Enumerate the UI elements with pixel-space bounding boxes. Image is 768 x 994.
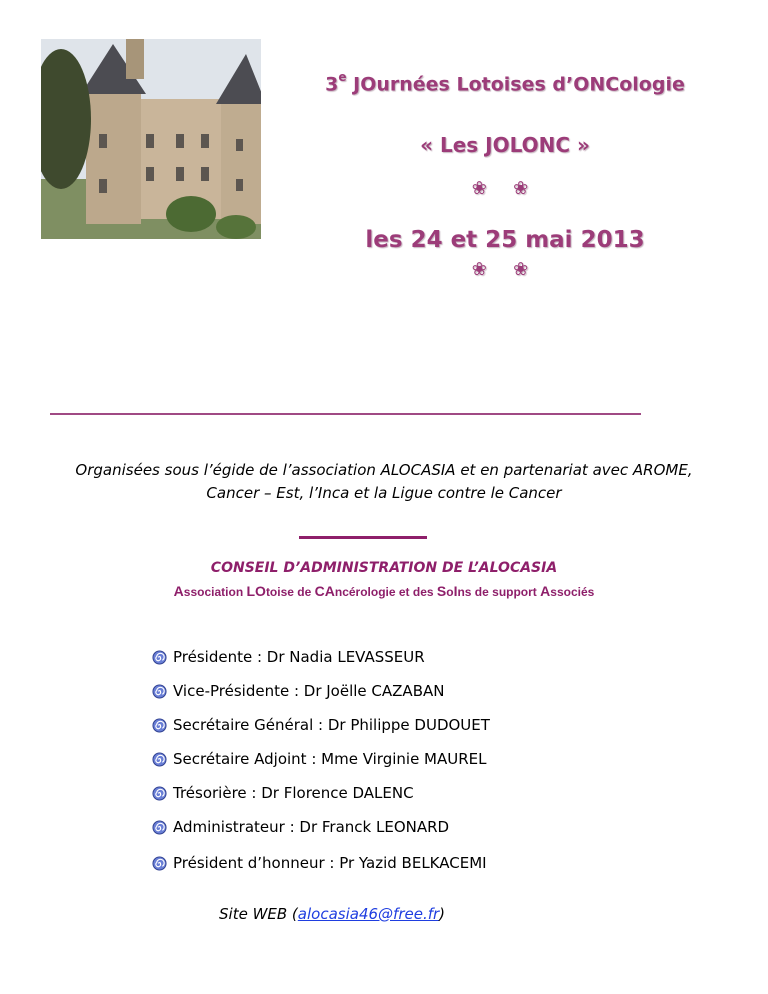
list-item <box>152 708 490 742</box>
list-item <box>152 776 490 810</box>
chateau-photo <box>41 39 261 239</box>
event-date: les 24 et 25 mai 2013 <box>365 227 645 253</box>
spiral-bullet-icon <box>152 786 167 801</box>
member-text: Vice-Présidente : Dr Joëlle CAZABAN <box>173 682 445 700</box>
member-text: Présidente : Dr Nadia LEVASSEUR <box>173 648 425 666</box>
organized-by <box>40 459 728 505</box>
spiral-bullet-icon <box>152 718 167 733</box>
organized-line-1: Organisées sous l’égide de l’association ALOCASIA et en partenariat avec AROME, <box>75 461 693 479</box>
member-text: Secrétaire Adjoint : Mme Virginie MAUREL <box>173 750 487 768</box>
ornament-icon: ❀ ❀ <box>471 259 539 280</box>
list-item <box>152 742 490 776</box>
website-link[interactable]: alocasia46@free.fr <box>297 905 440 923</box>
member-text: Président d’honneur : Pr Yazid BELKACEMI <box>173 854 487 872</box>
castle-image <box>41 39 261 239</box>
spiral-bullet-icon <box>152 820 167 835</box>
organized-line-2: Cancer – Est, l’Inca et la Ligue contre le Cancer <box>206 484 562 502</box>
website-line: Site WEB (alocasia46@free.fr) <box>219 905 446 923</box>
spiral-bullet-icon <box>152 752 167 767</box>
association-name: Association LOtoise de CAncérologie et des SoIns de support Associés <box>173 583 595 599</box>
list-item <box>152 846 490 880</box>
list-item <box>152 674 490 708</box>
spiral-bullet-icon <box>152 856 167 871</box>
spiral-bullet-icon <box>152 650 167 665</box>
member-text: Secrétaire Général : Dr Philippe DUDOUET <box>173 716 490 734</box>
member-list <box>152 640 490 880</box>
list-item <box>152 810 490 844</box>
council-heading: CONSEIL D’ADMINISTRATION DE L’ALOCASIA <box>210 560 558 576</box>
divider-short <box>299 536 427 539</box>
member-text: Trésorière : Dr Florence DALENC <box>173 784 414 802</box>
ornament-icon: ❀ ❀ <box>471 178 539 199</box>
spiral-bullet-icon <box>152 684 167 699</box>
member-text: Administrateur : Dr Franck LEONARD <box>173 818 450 836</box>
list-item <box>152 640 490 674</box>
event-title: 3e JOurnées Lotoises d’ONCologie <box>325 70 685 96</box>
event-subtitle: « Les JOLONC » <box>420 133 590 157</box>
divider <box>50 413 641 415</box>
